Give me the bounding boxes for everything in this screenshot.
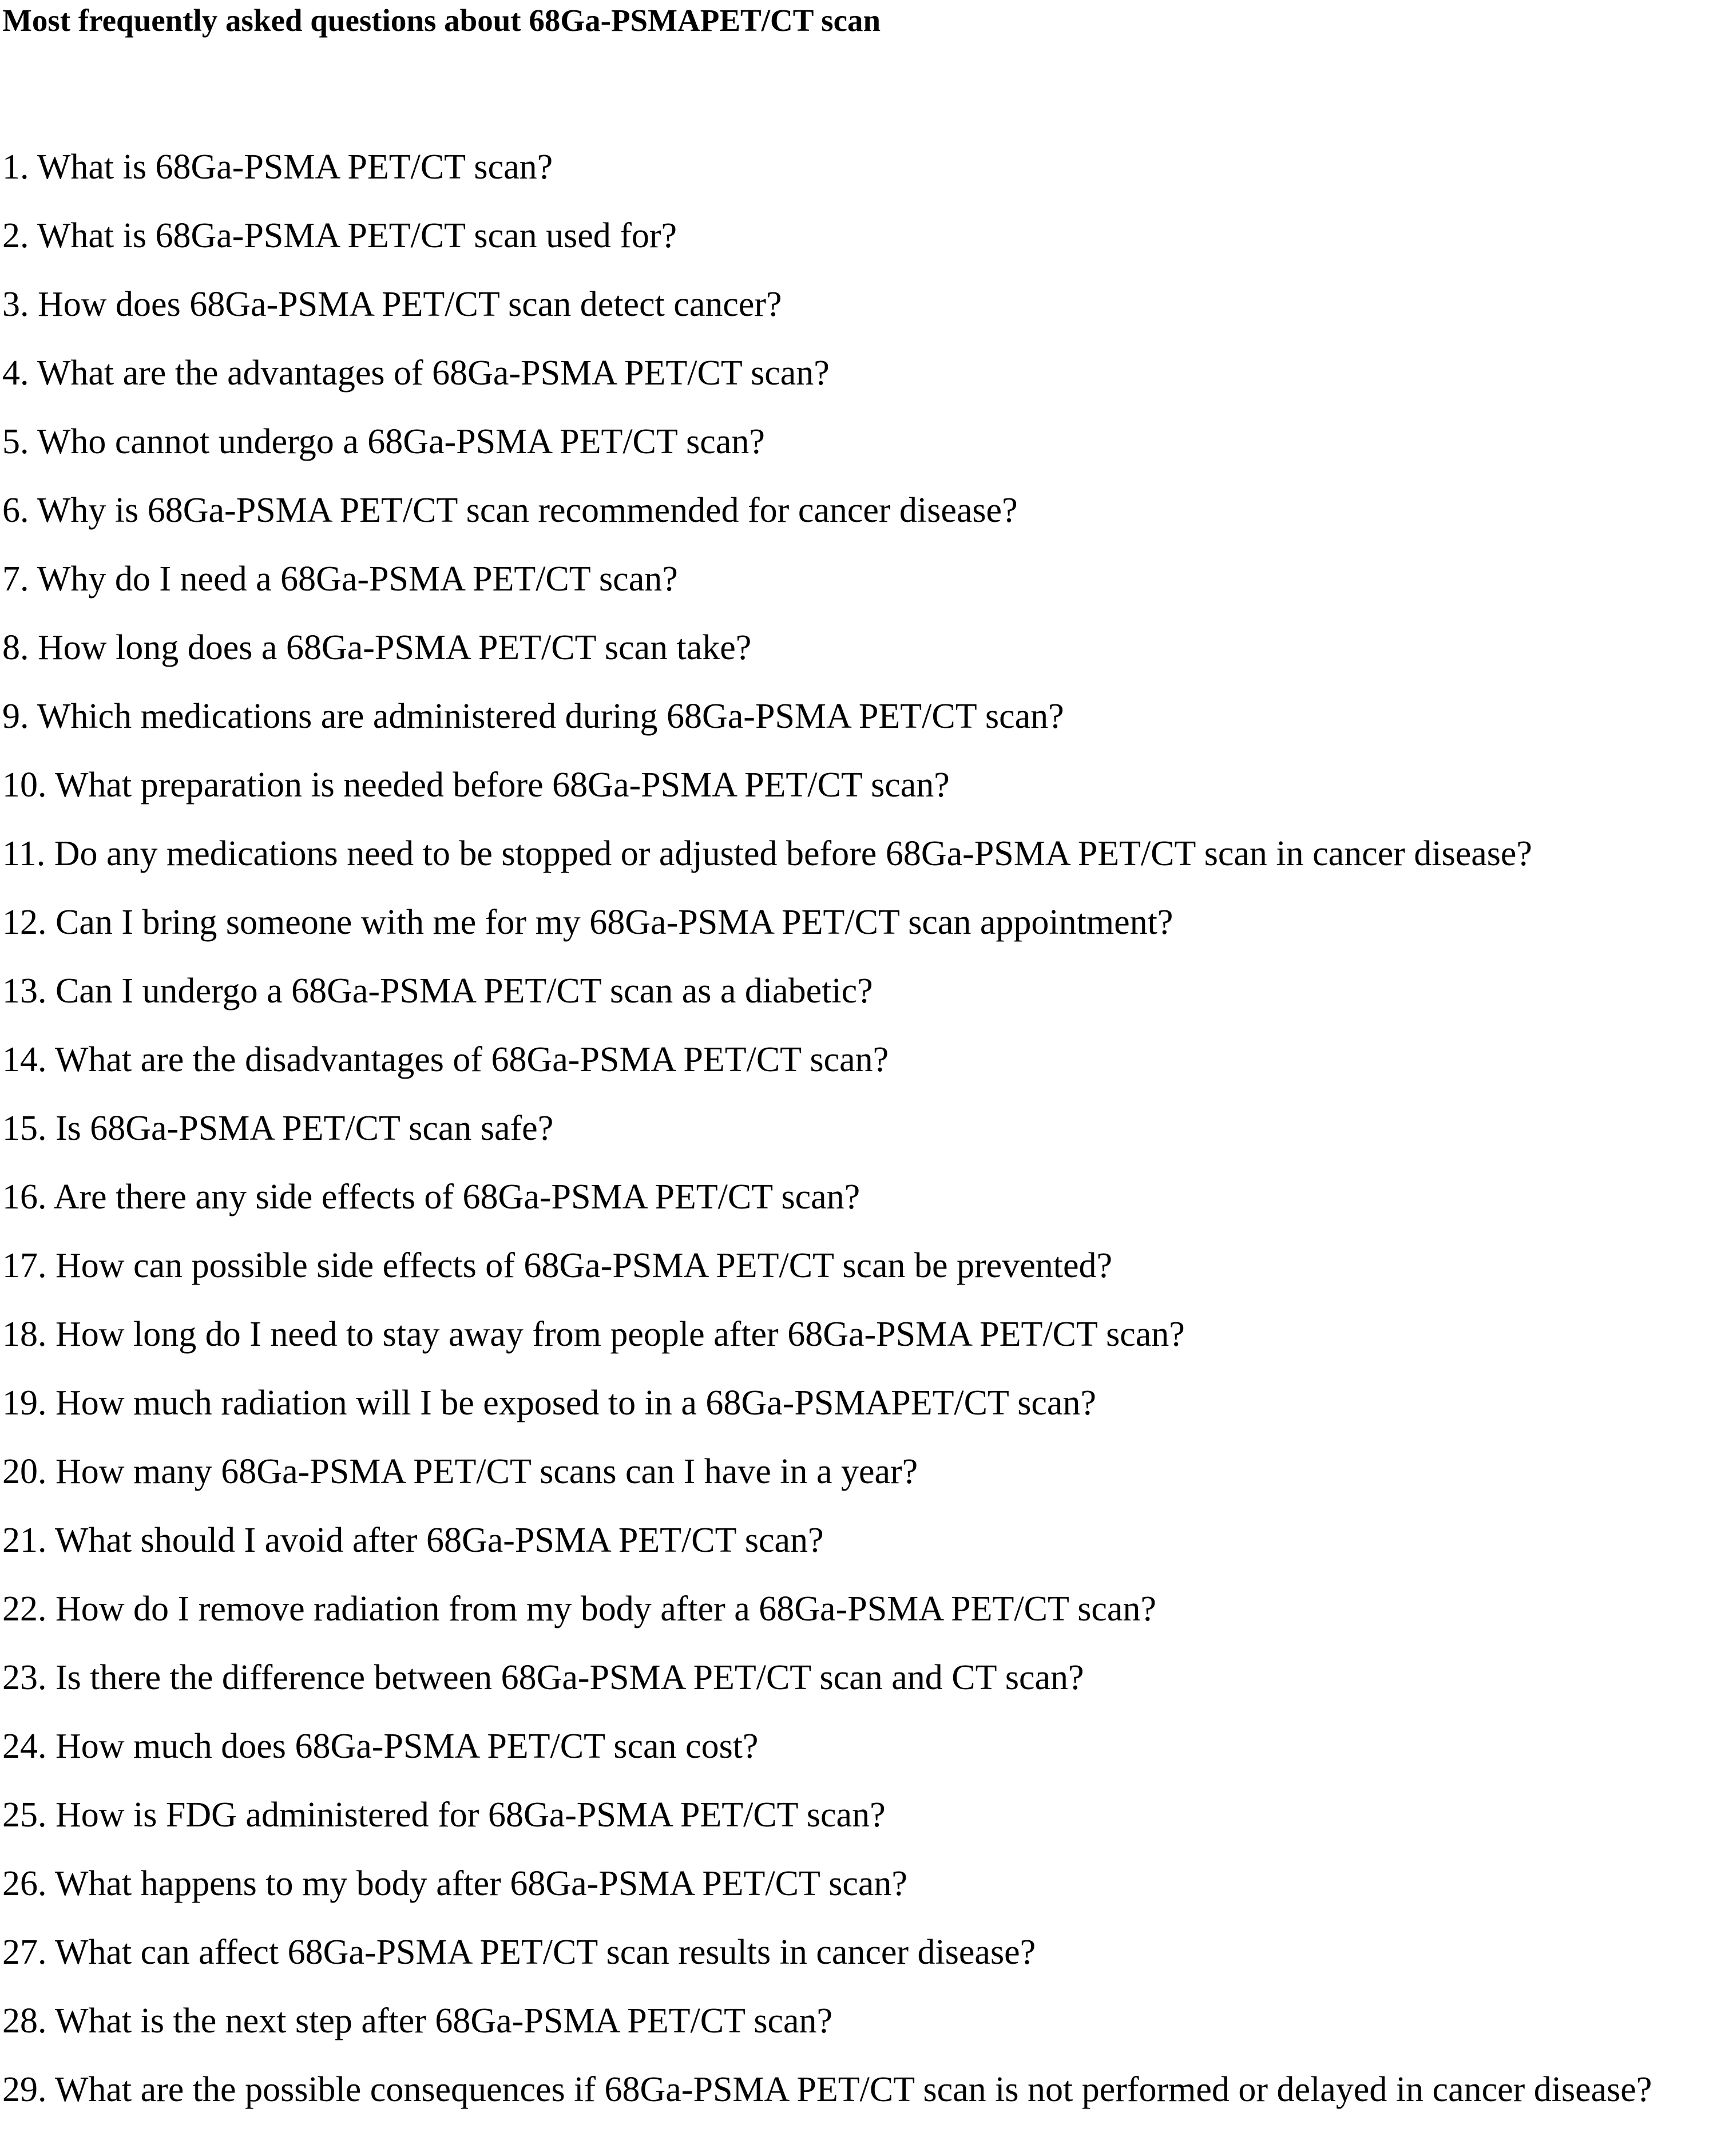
faq-question: 26. What happens to my body after 68Ga-PSMA PET/CT scan? [2,1864,907,1903]
faq-question: 9. Which medications are administered during 68Ga-PSMA PET/CT scan? [2,697,1064,736]
faq-question: 20. How many 68Ga-PSMA PET/CT scans can I have in a year? [2,1452,918,1491]
faq-question: 28. What is the next step after 68Ga-PSMA PET/CT scan? [2,2002,833,2040]
faq-question: 16. Are there any side effects of 68Ga-PSMA PET/CT scan? [2,1178,860,1216]
faq-question: 7. Why do I need a 68Ga-PSMA PET/CT scan? [2,560,678,599]
faq-question: 18. How long do I need to stay away from people after 68Ga-PSMA PET/CT scan? [2,1315,1185,1354]
faq-question: 15. Is 68Ga-PSMA PET/CT scan safe? [2,1109,554,1148]
faq-question: 8. How long does a 68Ga-PSMA PET/CT scan take? [2,628,752,667]
faq-question: 11. Do any medications need to be stopped or adjusted before 68Ga-PSMA PET/CT scan in cancer disease? [2,834,1532,873]
faq-question: 27. What can affect 68Ga-PSMA PET/CT scan results in cancer disease? [2,1933,1036,1972]
faq-question: 2. What is 68Ga-PSMA PET/CT scan used for? [2,216,677,255]
faq-question: 5. Who cannot undergo a 68Ga-PSMA PET/CT scan? [2,422,765,461]
faq-question: 21. What should I avoid after 68Ga-PSMA PET/CT scan? [2,1521,824,1560]
document-title: Most frequently asked questions about 68Ga-PSMAPET/CT scan [2,3,881,38]
faq-question: 1. What is 68Ga-PSMA PET/CT scan? [2,148,553,187]
faq-question: 17. How can possible side effects of 68Ga-PSMA PET/CT scan be prevented? [2,1246,1112,1285]
faq-question: 24. How much does 68Ga-PSMA PET/CT scan cost? [2,1727,759,1766]
faq-question: 13. Can I undergo a 68Ga-PSMA PET/CT scan as a diabetic? [2,972,873,1010]
faq-question: 14. What are the disadvantages of 68Ga-PSMA PET/CT scan? [2,1040,889,1079]
faq-question: 19. How much radiation will I be exposed to in a 68Ga-PSMAPET/CT scan? [2,1384,1096,1422]
faq-question: 25. How is FDG administered for 68Ga-PSMA PET/CT scan? [2,1796,886,1834]
faq-question: 22. How do I remove radiation from my body after a 68Ga-PSMA PET/CT scan? [2,1590,1156,1628]
faq-question: 4. What are the advantages of 68Ga-PSMA PET/CT scan? [2,354,830,393]
faq-question: 29. What are the possible consequences if 68Ga-PSMA PET/CT scan is not performed or delayed in cancer disease? [2,2070,1652,2109]
faq-question: 3. How does 68Ga-PSMA PET/CT scan detect cancer? [2,285,782,324]
faq-question: 23. Is there the difference between 68Ga-PSMA PET/CT scan and CT scan? [2,1658,1084,1697]
faq-question: 12. Can I bring someone with me for my 68Ga-PSMA PET/CT scan appointment? [2,903,1173,942]
faq-question: 10. What preparation is needed before 68Ga-PSMA PET/CT scan? [2,766,950,804]
faq-question-list [2,133,1719,2124]
faq-question: 6. Why is 68Ga-PSMA PET/CT scan recommended for cancer disease? [2,491,1018,530]
